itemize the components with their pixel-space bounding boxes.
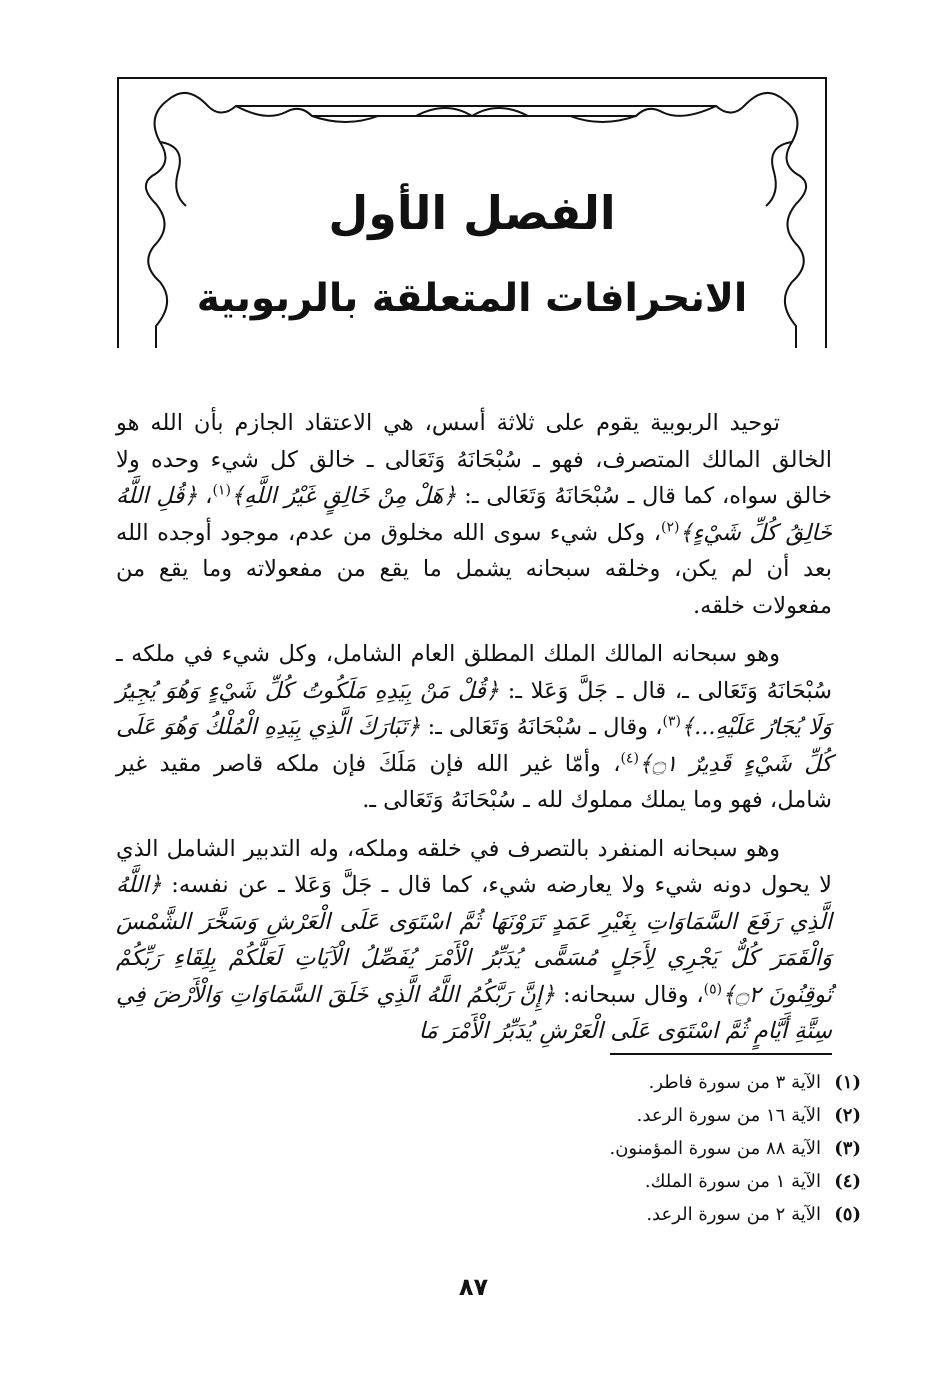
footnote-item	[361, 1099, 861, 1132]
chapter-subtitle: الانحرافات المتعلقة بالربوبية	[196, 276, 748, 321]
footnote-ref: (٤)	[620, 750, 639, 766]
quran-verse: ﴿اللَّهُ الَّذِي رَفَعَ السَّمَاوَاتِ بِغَيْرِ عَمَدٍ تَرَوْنَهَا ثُمَّ اسْتَوَى عَلَى الْعَرْشِ وَسَخَّرَ الشَّمْسَ وَالْقَمَرَ كُلٌّ يَجْرِي لِأَجَلٍ مُسَمًّى يُدَبِّرُ الْأَمْرَ يُفَصِّلُ الْآيَاتِ لَعَلَّكُمْ بِلِقَاءِ رَبِّكُمْ تُوقِنُونَ ۝٢﴾	[116, 872, 832, 1008]
paragraph-text: ،	[197, 483, 213, 509]
paragraph	[116, 405, 832, 624]
footnote-text: الآية ١ من سورة الملك.	[644, 1171, 821, 1192]
footnote-separator	[610, 1053, 832, 1055]
paragraph	[116, 831, 832, 1050]
body-text	[116, 405, 832, 1062]
quran-verse: ﴿هَلْ مِنْ خَالِقٍ غَيْرُ اللَّهِ﴾	[230, 483, 457, 509]
footnote-item	[361, 1165, 861, 1198]
quran-verse: ﴿تَبَارَكَ الَّذِي بِيَدِهِ الْمُلْكُ وَهُوَ عَلَى كُلِّ شَيْءٍ قَدِيرٌ ۝١﴾	[116, 714, 832, 777]
footnote-text: الآية ٨٨ من سورة المؤمنون.	[609, 1138, 821, 1159]
footnote-ref: (٢)	[661, 519, 680, 535]
page-number: ٨٧	[458, 1273, 489, 1301]
paragraph-text: توحيد الربوبية يقوم على ثلاثة أسس، هي الاعتقاد الجازم بأن الله هو الخالق المالك المتصرف، فهو ـ سُبْحَانَهُ وَتَعَالى ـ خالق كل شيء وحده ولا خالق سواه، كما قال ـ سُبْحَانَهُ وَتَعَالى ـ:	[116, 410, 832, 509]
paragraph-text: ، وكل شيء سوى الله مخلوق من عدم، موجود أوجده الله بعد أن لم يكن، وخلقه سبحانه يشمل ما يقع من مفعولاته وما يقع من مفعولات خلقه.	[116, 519, 832, 619]
footnote-number: (٣)	[834, 1138, 861, 1159]
footnote-number: (١)	[834, 1072, 861, 1093]
footnote-ref: (١)	[212, 482, 231, 499]
footnotes	[361, 1066, 861, 1231]
paragraph	[116, 636, 832, 819]
chapter-title: الفصل الأول	[328, 186, 616, 240]
footnote-item	[361, 1066, 861, 1099]
quran-verse: ﴿قُلِ اللَّهُ خَالِقُ كُلِّ شَيْءٍ﴾	[116, 483, 832, 546]
footnote-ref: (٥)	[703, 981, 723, 997]
paragraph-text: وهو سبحانه المالك الملك المطلق العام الشامل، وكل شيء في ملكه ـ سُبْحَانَهُ وَتَعَالى ـ، قال ـ جَلَّ وَعَلا ـ:	[116, 641, 832, 704]
footnote-item	[361, 1198, 861, 1231]
footnote-text: الآية ٢ من سورة الرعد.	[646, 1204, 821, 1225]
footnote-number: (٢)	[834, 1105, 861, 1126]
quran-verse: ﴿إِنَّ رَبَّكُمُ اللَّهُ الَّذِي خَلَقَ السَّمَاوَاتِ وَالْأَرْضَ فِي سِتَّةِ أَيَّامٍ ثُمَّ اسْتَوَى عَلَى الْعَرْشِ يُدَبِّرُ الْأَمْرَ مَا	[116, 981, 832, 1044]
paragraph-text: ، وقال ـ سُبْحَانَهُ وَتَعَالى ـ:	[420, 714, 663, 740]
footnote-item	[361, 1132, 861, 1165]
footnote-text: الآية ١٦ من سورة الرعد.	[636, 1105, 821, 1126]
paragraph-text: ، وقال سبحانه:	[555, 981, 704, 1008]
chapter-title-frame	[116, 76, 828, 348]
footnote-ref: (٣)	[662, 713, 681, 730]
quran-verse: ﴿قُلْ مَنْ بِيَدِهِ مَلَكُوتُ كُلِّ شَيْءٍ وَهُوَ يُجِيرُ وَلَا يُجَارُ عَلَيْهِ...﴾	[116, 677, 832, 740]
footnote-number: (٤)	[834, 1171, 861, 1192]
footnote-number: (٥)	[834, 1204, 861, 1225]
paragraph-text: وهو سبحانه المنفرد بالتصرف في خلقه وملكه، وله التدبير الشامل الذي لا يحول دونه شيء ولا يعارضه شيء، كما قال ـ جَلَّ وَعَلا ـ عن نفسه:	[116, 835, 832, 898]
paragraph-text: ، وأمّا غير الله فإن مَلَكَ فإن ملكه قاصر مقيد غير شامل، فهو وما يملك مملوك لله ـ سُبْحَانَهُ وَتَعَالى ـ.	[116, 750, 832, 813]
footnote-text: الآية ٣ من سورة فاطر.	[648, 1072, 821, 1093]
